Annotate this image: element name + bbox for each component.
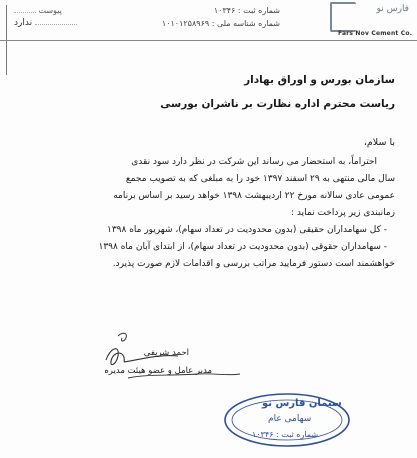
signatory-name: احمد شریفی	[143, 348, 189, 358]
header-divider	[0, 40, 417, 41]
registration-number: شماره ثبت : ۱۰۳۴۶	[213, 6, 280, 15]
logo-en-text: Fars Nov Cement Co.	[338, 30, 413, 37]
registration-block	[155, 4, 280, 32]
body-line: سال مالی منتهی به ۲۹ اسفند ۱۳۹۷ خود را به مبلغی که به تصویب مجمع	[125, 174, 395, 184]
signatory-title: مدیر عامل و عضو هیئت مدیره	[104, 366, 212, 376]
national-id: شماره شناسه ملی : ۱۰۱۰۱۲۵۸۹۶۹	[161, 19, 280, 28]
logo-fa-text: فارس نو	[376, 4, 409, 14]
body-bullet: - کل سهامداران حقیقی (بدون محدودیت در تعداد سهام)، شهریور ماه ۱۳۹۸	[106, 225, 387, 235]
logo-mark-icon	[330, 2, 356, 32]
greeting: با سلام،	[363, 137, 395, 148]
letter-body	[99, 154, 396, 273]
body-line: زمانبندی زیر پرداخت نماید :	[291, 208, 395, 218]
addressee-line-2: ریاست محترم اداره نظارت بر ناشران بورسی	[160, 98, 395, 110]
header-meta-box	[14, 4, 119, 32]
body-bullet: - سهامداران حقوقی (بدون محدودیت در تعداد سهام)، از ابتدای آبان ماه ۱۳۹۸	[98, 242, 387, 252]
body-line: احتراماً، به استحضار می رساند این شرکت در نظر دارد سود نقدی	[131, 157, 377, 167]
body-line: خواهشمند است دستور فرمایید مراتب بررسی و اقدامات لازم صورت پذیرد.	[112, 259, 395, 269]
company-logo	[320, 0, 415, 40]
stamp-line-1: سیمان فارس نو	[262, 398, 342, 409]
attachment-value: ندارد	[14, 18, 33, 28]
body-line: عمومی عادی سالانه مورخ ۲۲ اردیبهشت ۱۳۹۸ خواهد رسید بر اساس برنامه	[113, 191, 395, 201]
addressee-line-1: سازمان بورس و اوراق بهادار	[244, 74, 395, 86]
attachment-value-row	[14, 18, 77, 28]
attachment-row	[14, 6, 62, 15]
stamp-line-2: سهامی عام	[268, 414, 312, 424]
attachment-label: پیوست	[38, 6, 62, 15]
stamp-line-3: شماره ثبت : ۱۰۳۴۶	[252, 430, 319, 439]
